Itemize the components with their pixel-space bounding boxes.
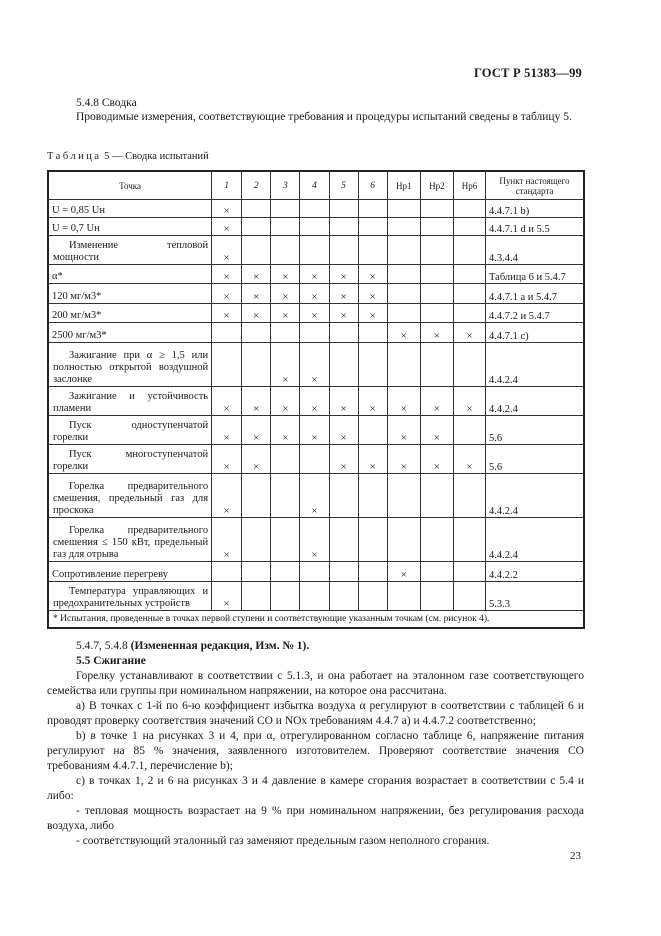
table-row-2500mg	[48, 323, 584, 343]
row-mark: ×	[212, 474, 242, 518]
row-reference: 4.4.7.1 d и 5.5	[486, 218, 584, 236]
row-mark	[358, 323, 387, 343]
row-mark	[242, 474, 271, 518]
row-mark	[453, 343, 485, 387]
table-row-heat-change	[48, 236, 584, 265]
section-55-item-b	[47, 729, 584, 774]
row-reference: 5.6	[486, 445, 584, 474]
row-mark: ×	[358, 445, 387, 474]
row-mark: ×	[212, 218, 242, 236]
row-mark: ×	[212, 416, 242, 445]
row-mark	[300, 218, 329, 236]
row-mark	[420, 200, 453, 218]
header-col-1: 1	[212, 171, 242, 200]
row-mark: ×	[300, 343, 329, 387]
row-mark	[453, 416, 485, 445]
row-mark	[242, 562, 271, 582]
row-mark: ×	[329, 416, 358, 445]
row-mark: ×	[453, 323, 485, 343]
row-mark	[387, 265, 420, 284]
row-mark: ×	[242, 416, 271, 445]
row-label: Горелка предварительного смешения ≤ 150 кВт, предельный газ для отрыва	[48, 518, 212, 562]
row-mark	[453, 218, 485, 236]
row-mark	[212, 343, 242, 387]
row-mark	[271, 582, 300, 611]
row-mark	[271, 236, 300, 265]
row-mark: ×	[358, 265, 387, 284]
row-mark	[212, 562, 242, 582]
row-label: U = 0,85 Uн	[48, 200, 212, 218]
table-caption-word: Таблица	[47, 151, 102, 162]
row-mark: ×	[271, 387, 300, 416]
table-row-start-single	[48, 416, 584, 445]
row-label: Пуск одноступенчатой горелки	[48, 416, 212, 445]
row-mark: ×	[387, 416, 420, 445]
table-row-200mg	[48, 304, 584, 323]
row-reference: 4.4.2.4	[486, 387, 584, 416]
row-mark	[271, 218, 300, 236]
row-mark	[242, 236, 271, 265]
row-mark: ×	[212, 265, 242, 284]
row-mark	[420, 284, 453, 304]
row-mark	[387, 236, 420, 265]
row-mark	[358, 343, 387, 387]
row-mark: ×	[329, 265, 358, 284]
row-mark: ×	[212, 518, 242, 562]
row-reference: 5.6	[486, 416, 584, 445]
row-mark: ×	[300, 416, 329, 445]
amendment-note	[47, 639, 584, 654]
row-mark: ×	[300, 284, 329, 304]
row-mark	[271, 323, 300, 343]
row-mark: ×	[420, 416, 453, 445]
row-mark: ×	[420, 387, 453, 416]
row-mark: ×	[387, 323, 420, 343]
row-mark: ×	[387, 387, 420, 416]
row-mark: ×	[212, 582, 242, 611]
row-mark	[329, 562, 358, 582]
row-mark	[453, 284, 485, 304]
row-mark	[453, 200, 485, 218]
row-mark: ×	[329, 284, 358, 304]
row-mark: ×	[387, 445, 420, 474]
row-mark	[420, 562, 453, 582]
header-col-2: 2	[242, 171, 271, 200]
table-row-start-multi	[48, 445, 584, 474]
row-mark: ×	[271, 416, 300, 445]
row-label: Сопротивление перегреву	[48, 562, 212, 582]
table-footnote: * Испытания, проведенные в точках первой ступени и соответствующие указанным точкам (см. рисунок 4).	[48, 611, 584, 629]
row-mark	[358, 236, 387, 265]
row-mark	[242, 343, 271, 387]
header-col-hr1: Нр1	[387, 171, 420, 200]
table-row-overheat	[48, 562, 584, 582]
row-mark	[453, 474, 485, 518]
row-mark	[387, 474, 420, 518]
row-mark	[387, 284, 420, 304]
row-mark	[300, 582, 329, 611]
row-mark	[358, 416, 387, 445]
row-mark: ×	[329, 445, 358, 474]
row-mark: ×	[212, 304, 242, 323]
table-row-u085	[48, 200, 584, 218]
row-label: 2500 мг/м3*	[48, 323, 212, 343]
row-label: Горелка предварительного смешения, предельный газ для проскока	[48, 474, 212, 518]
item-c-text: с) в точках 1, 2 и 6 на рисунках 3 и 4 давление в камере сгорания возрастает в соответствии с 5.4 и либо:	[47, 775, 584, 802]
row-mark	[420, 236, 453, 265]
header-col-5: 5	[329, 171, 358, 200]
item-b-text: b) в точке 1 на рисунках 3 и 4, при α, отрегулированном согласно таблице 6, напряжение питания регулируют на 85 % значения, заявленного изготовителем. Проверяют соответствие значения CO требованиям 4.4.7.1, перечисление b);	[47, 730, 584, 772]
table-header-row	[48, 171, 584, 200]
row-mark	[358, 200, 387, 218]
row-mark	[300, 236, 329, 265]
row-mark	[358, 562, 387, 582]
row-mark	[420, 218, 453, 236]
row-reference: 4.4.2.4	[486, 518, 584, 562]
row-reference: 4.4.2.4	[486, 474, 584, 518]
table-row-120mg	[48, 284, 584, 304]
row-reference: 4.3.4.4	[486, 236, 584, 265]
row-reference: 4.4.2.2	[486, 562, 584, 582]
row-mark: ×	[329, 304, 358, 323]
row-label: Зажигание и устойчивость пламени	[48, 387, 212, 416]
row-mark: ×	[242, 387, 271, 416]
row-mark	[387, 200, 420, 218]
table-row-alpha	[48, 265, 584, 284]
row-mark	[453, 562, 485, 582]
row-mark	[242, 200, 271, 218]
row-mark: ×	[329, 387, 358, 416]
section-title-548: 5.4.8 Сводка	[76, 97, 137, 109]
table-row-u07	[48, 218, 584, 236]
row-mark	[420, 343, 453, 387]
row-reference: Таблица 6 и 5.4.7	[486, 265, 584, 284]
row-mark	[453, 236, 485, 265]
table-row-ignition-alpha	[48, 343, 584, 387]
row-mark	[358, 582, 387, 611]
row-mark	[420, 582, 453, 611]
row-mark	[387, 582, 420, 611]
page-number: 23	[570, 850, 581, 862]
table-caption	[47, 151, 209, 162]
row-reference: 4.4.7.1 с)	[486, 323, 584, 343]
row-mark: ×	[300, 474, 329, 518]
row-label: 200 мг/м3*	[48, 304, 212, 323]
row-mark: ×	[271, 304, 300, 323]
row-mark	[387, 218, 420, 236]
row-mark: ×	[212, 387, 242, 416]
row-mark	[387, 343, 420, 387]
row-mark	[300, 562, 329, 582]
row-mark: ×	[300, 387, 329, 416]
row-mark	[242, 582, 271, 611]
row-mark: ×	[420, 445, 453, 474]
summary-table	[47, 170, 585, 629]
row-mark	[329, 474, 358, 518]
row-mark	[420, 518, 453, 562]
section-55-intro: Горелку устанавливают в соответствии с 5.1.3, и она работает на эталонном газе соответствующего семейства или группы при номинальном напряжении, на которое она рассчитана.	[47, 670, 584, 697]
row-mark: ×	[453, 445, 485, 474]
header-col-hr6: Нр6	[453, 171, 485, 200]
row-mark	[300, 323, 329, 343]
section-55-dash-1: - тепловая мощность возрастает на 9 % при номинальном напряжении, без регулирования расхода воздуха, либо	[47, 805, 584, 832]
row-mark	[329, 518, 358, 562]
row-mark: ×	[242, 265, 271, 284]
section-55-item-a	[47, 699, 584, 729]
header-point: Точка	[48, 171, 212, 200]
row-label: Пуск многоступенчатой горелки	[48, 445, 212, 474]
table-row-device-temperature	[48, 582, 584, 611]
section-55-item-c	[47, 774, 584, 804]
row-mark	[453, 304, 485, 323]
row-mark	[329, 200, 358, 218]
row-mark	[271, 562, 300, 582]
row-mark	[242, 323, 271, 343]
header-col-6: 6	[358, 171, 387, 200]
row-mark	[453, 265, 485, 284]
row-mark: ×	[300, 518, 329, 562]
table-row-ignition-stability	[48, 387, 584, 416]
header-col-4: 4	[300, 171, 329, 200]
table-footnote-row	[48, 611, 584, 629]
row-label: U = 0,7 Uн	[48, 218, 212, 236]
row-mark	[387, 304, 420, 323]
row-mark: ×	[271, 284, 300, 304]
row-mark	[300, 200, 329, 218]
document-header: ГОСТ Р 51383—99	[473, 66, 582, 80]
header-col-hr2: Нр2	[420, 171, 453, 200]
section-548-text: Проводимые измерения, соответствующие требования и процедуры испытаний сведены в таблицу 5.	[76, 111, 572, 123]
row-mark: ×	[212, 284, 242, 304]
row-mark: ×	[242, 304, 271, 323]
row-mark	[329, 343, 358, 387]
row-mark	[300, 445, 329, 474]
row-mark: ×	[387, 562, 420, 582]
row-reference: 5.3.3	[486, 582, 584, 611]
header-col-3: 3	[271, 171, 300, 200]
row-reference: 4.4.7.1 b)	[486, 200, 584, 218]
section-55-dash-2: - соответствующий эталонный газ заменяют предельным газом неполного сгорания.	[76, 835, 490, 847]
row-mark: ×	[212, 200, 242, 218]
amendment-text: (Измененная редакция, Изм. № 1).	[130, 640, 310, 652]
row-mark: ×	[358, 304, 387, 323]
row-mark: ×	[271, 265, 300, 284]
row-mark	[453, 518, 485, 562]
row-mark: ×	[271, 343, 300, 387]
row-label: Температура управляющих и предохранительных устройств	[48, 582, 212, 611]
header-standard-clause: Пункт настоящего стандарта	[486, 171, 584, 200]
row-mark: ×	[358, 387, 387, 416]
row-mark	[329, 236, 358, 265]
row-mark: ×	[358, 284, 387, 304]
row-mark	[453, 582, 485, 611]
row-label: Изменение тепловой мощности	[48, 236, 212, 265]
row-mark	[358, 474, 387, 518]
row-label: 120 мг/м3*	[48, 284, 212, 304]
row-reference: 4.4.7.2 и 5.4.7	[486, 304, 584, 323]
row-mark	[329, 582, 358, 611]
row-mark	[212, 323, 242, 343]
row-mark	[358, 518, 387, 562]
row-mark: ×	[300, 304, 329, 323]
row-mark	[387, 518, 420, 562]
row-mark	[420, 304, 453, 323]
row-mark: ×	[453, 387, 485, 416]
row-mark	[420, 474, 453, 518]
row-mark: ×	[212, 445, 242, 474]
row-reference: 4.4.7.1 а и 5.4.7	[486, 284, 584, 304]
amendment-ref: 5.4.7, 5.4.8	[76, 640, 128, 652]
row-mark: ×	[420, 323, 453, 343]
table-row-premix-liftoff	[48, 518, 584, 562]
row-mark: ×	[300, 265, 329, 284]
row-mark	[420, 265, 453, 284]
section-title-55: 5.5 Сжигание	[76, 655, 146, 667]
row-mark	[329, 323, 358, 343]
item-a-text: а) В точках с 1-й по 6-ю коэффициент избытка воздуха α регулируют в соответствии с таблицей 6 и проводят проверку соответствия значений CO и NOx требованиям 4.4.7 а) и 4.4.7.2 соответственно;	[47, 700, 584, 727]
row-mark: ×	[212, 236, 242, 265]
row-reference: 4.4.2.4	[486, 343, 584, 387]
row-mark: ×	[242, 284, 271, 304]
table-row-premix-flashback	[48, 474, 584, 518]
row-mark	[271, 474, 300, 518]
row-mark	[358, 218, 387, 236]
row-mark	[329, 218, 358, 236]
row-mark	[242, 518, 271, 562]
row-mark	[271, 200, 300, 218]
row-label: α*	[48, 265, 212, 284]
row-mark	[271, 445, 300, 474]
row-mark	[271, 518, 300, 562]
row-label: Зажигание при α ≥ 1,5 или полностью открытой воздушной заслонке	[48, 343, 212, 387]
table-caption-rest: 5 — Сводка испытаний	[101, 151, 209, 162]
row-mark	[242, 218, 271, 236]
row-mark: ×	[242, 445, 271, 474]
